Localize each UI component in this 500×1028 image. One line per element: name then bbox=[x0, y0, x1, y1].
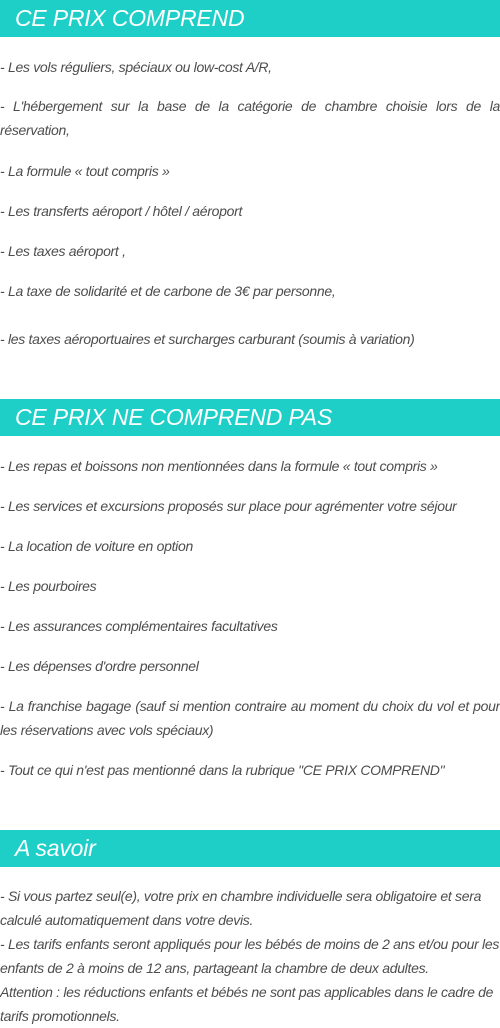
excludes-item: - La franchise bagage (sauf si mention contraire au moment du choix du vol et pour les réservations avec vols spéciaux) bbox=[0, 698, 500, 738]
excludes-item: - Les services et excursions proposés sur place pour agrémenter votre séjour bbox=[0, 498, 457, 514]
includes-item: - Les taxes aéroport , bbox=[0, 243, 126, 259]
excludes-item: - Les assurances complémentaires facultatives bbox=[0, 618, 278, 634]
includes-item: - La taxe de solidarité et de carbone de 3€ par personne, bbox=[0, 283, 336, 299]
includes-item: - La formule « tout compris » bbox=[0, 163, 170, 179]
section-header-info: A savoir bbox=[0, 830, 500, 867]
info-line: - Les tarifs enfants seront appliqués pour les bébés de moins de 2 ans et/ou pour les enfants de 2 à moins de 12 ans, partageant la chambre de deux adultes. bbox=[0, 936, 500, 976]
section-header-excludes: CE PRIX NE COMPREND PAS bbox=[0, 399, 500, 436]
excludes-item: - Les dépenses d'ordre personnel bbox=[0, 658, 199, 674]
excludes-item: - La location de voiture en option bbox=[0, 538, 193, 554]
excludes-item: - Les pourboires bbox=[0, 578, 97, 594]
section-header-includes: CE PRIX COMPREND bbox=[0, 0, 500, 37]
info-line: Attention : les réductions enfants et bébés ne sont pas applicables dans le cadre de tarifs promotionnels. bbox=[0, 984, 494, 1024]
excludes-item: - Tout ce qui n'est pas mentionné dans la rubrique "CE PRIX COMPREND" bbox=[0, 762, 445, 778]
includes-item: - L'hébergement sur la base de la catégorie de chambre choisie lors de la réservation, bbox=[0, 98, 500, 138]
includes-item: - les taxes aéroportuaires et surcharges carburant (soumis à variation) bbox=[0, 331, 415, 347]
excludes-item: - Les repas et boissons non mentionnées dans la formule « tout compris » bbox=[0, 458, 438, 474]
includes-item: - Les vols réguliers, spéciaux ou low-cost A/R, bbox=[0, 59, 272, 75]
info-line: - Si vous partez seul(e), votre prix en chambre individuelle sera obligatoire et sera calculé automatiquement dans votre devis. bbox=[0, 888, 482, 928]
includes-item: - Les transferts aéroport / hôtel / aéroport bbox=[0, 203, 243, 219]
